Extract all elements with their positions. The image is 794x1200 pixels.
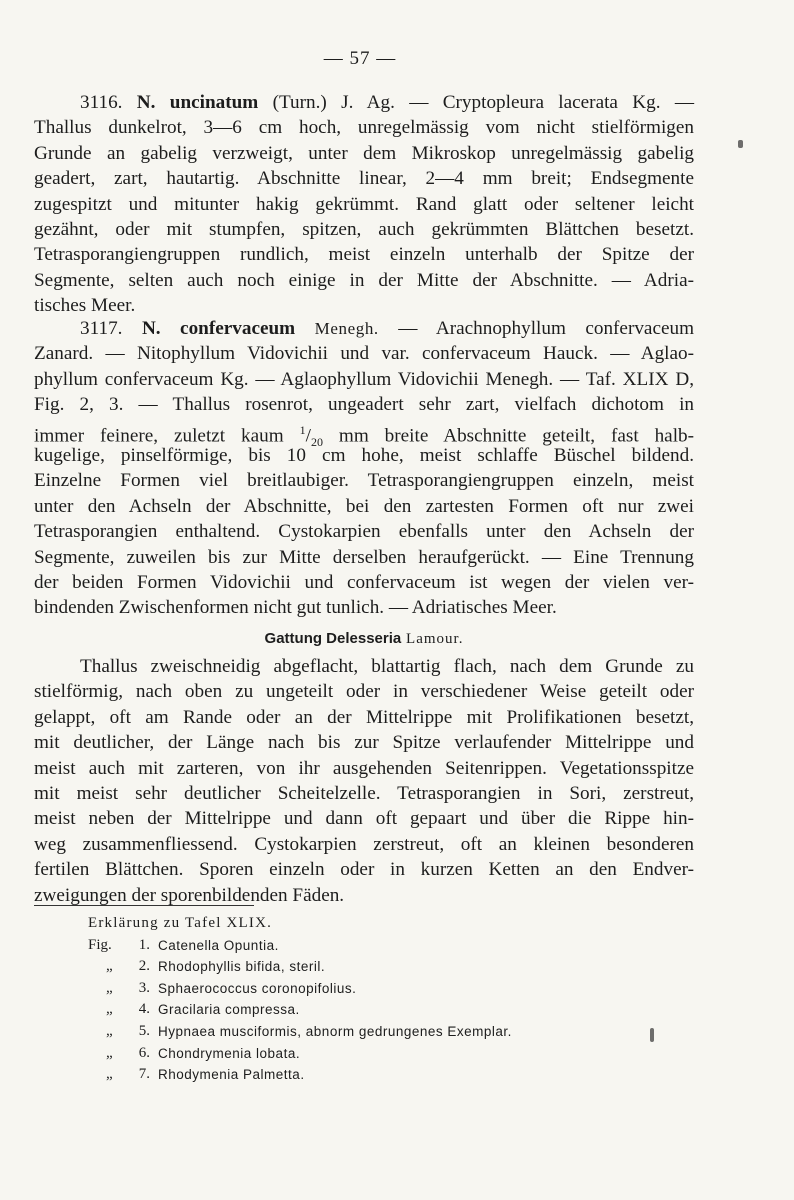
fraction-denominator: 20 [310, 434, 323, 449]
figure-caption: Hypnaea musciformis, abnorm gedrungenes Exemplar. [158, 1023, 512, 1039]
text-line: zugespitzt und mitunter hakig gekrümmt. Rand glatt oder seltener leicht [34, 193, 694, 215]
text-line: Tetrasporangien enthaltend. Cystokarpien ebenfalls unter den Achseln der [34, 521, 694, 543]
text-line: mit meist sehr deutlicher Scheitelzelle. Tetrasporangien in Sori, zerstreut, [34, 782, 694, 804]
text-line: bindenden Zwischenformen nicht gut tunlich. — Adriatisches Meer. [34, 597, 557, 619]
species-entry-3117 [34, 316, 694, 621]
text-line: meist neben der Mittelrippe und dann oft gepaart und über die Rippe hin- [34, 808, 694, 830]
text-line: fertilen Blättchen. Sporen einzeln oder in kurzen Ketten an den Endver- [34, 859, 694, 881]
text-line: tisches Meer. [34, 295, 136, 317]
figure-number: 2. [138, 958, 150, 975]
plate-figure-item [88, 1064, 648, 1086]
plate-figure-item [88, 978, 648, 1000]
entry-number: 3117. [80, 318, 123, 339]
text-line: Fig. 2, 3. — Thallus rosenrot, ungeadert sehr zart, vielfach dichotom in [34, 394, 694, 416]
text-line: weg zusammenfliessend. Cystokarpien zerstreut, oft an kleinen besonderen [34, 833, 694, 855]
figure-prefix: „ [106, 1022, 113, 1039]
entry-first-line [34, 90, 694, 115]
text-line: mit deutlicher, der Länge nach bis zur Spitze verlaufender Mittelrippe und [34, 732, 694, 754]
genus-heading [34, 626, 694, 650]
page-number: — 57 — [323, 48, 397, 69]
plate-figure-item [88, 999, 648, 1021]
genus-section [34, 626, 694, 908]
text-line: Thallus dunkelrot, 3—6 cm hoch, unregelmässig vom nicht stielförmigen [34, 117, 694, 139]
text-line: gelappt, oft am Rande oder an der Mittelrippe mit Prolifikationen besetzt, [34, 706, 694, 728]
text-line: stielförmig, nach oben zu ungeteilt oder in verschiedener Weise geteilt oder [34, 681, 694, 703]
text-fragment: mm breite Abschnitte geteilt, fast halb- [338, 424, 695, 446]
plate-figure-item [88, 1021, 648, 1043]
fraction-numerator: 1 [299, 422, 306, 437]
text-line-fraction: immer feinere, zuletzt kaum $^1/_{20}$ mm breite Abschnitte geteilt, fast halb- [34, 422, 695, 449]
species-name: N. confervaceum [141, 318, 296, 339]
figure-caption: Chondrymenia lobata. [158, 1045, 301, 1061]
plate-figure-item [88, 935, 648, 957]
figure-number: 1. [138, 936, 150, 953]
entry-synonyms: — Arachnophyllum confervaceum [398, 318, 694, 339]
genus-author: Lamour. [406, 631, 464, 647]
text-line: unter den Achseln der Abschnitte, bei den zartesten Formen oft nur zwei [34, 495, 694, 517]
text-line: phyllum confervaceum Kg. — Aglaophyllum Vidovichii Menegh. — Taf. XLIX D, [34, 368, 694, 390]
figure-prefix: „ [106, 958, 113, 975]
plate-explanation [88, 913, 648, 1086]
text-fragment: immer feinere, zuletzt kaum [34, 424, 284, 446]
text-line: Zanard. — Nitophyllum Vidovichii und var. confervaceum Hauck. — Aglao- [34, 343, 694, 365]
text-line: gezähnt, oder mit stumpfen, spitzen, auch gekrümmten Blättchen besetzt. [34, 218, 694, 240]
figure-number: 6. [138, 1044, 150, 1061]
footnote-divider [34, 905, 254, 906]
ink-spot [738, 140, 743, 148]
text-line: Thallus zweischneidig abgeflacht, blattartig flach, nach dem Grunde zu [80, 656, 694, 677]
genus-description [34, 654, 694, 908]
figure-number: 5. [138, 1022, 150, 1039]
text-line: Einzelne Formen viel breitlaubiger. Tetrasporangiengruppen einzeln, meist [34, 470, 694, 492]
text-line: Segmente, selten auch noch einige in der Mitte der Abschnitte. — Adria- [34, 269, 694, 291]
text-line: meist auch mit zarteren, von ihr ausgehenden Seitenrippen. Vegetationsspitze [34, 757, 694, 779]
text-line: geadert, zart, hautartig. Abschnitte linear, 2—4 mm breit; Endsegmente [34, 168, 694, 190]
figure-prefix: „ [106, 979, 113, 996]
figure-prefix: „ [106, 1044, 113, 1061]
figure-prefix: „ [106, 1001, 113, 1018]
text-line: kugelige, pinselförmige, bis 10 cm hohe, meist schlaffe Büschel bildend. [34, 444, 694, 466]
entry-first-line [34, 316, 694, 341]
text-line: der beiden Formen Vidovichii und confervaceum ist wegen der vielen ver- [34, 571, 694, 593]
figure-number: 3. [138, 979, 150, 996]
figure-prefix: „ [106, 1066, 113, 1083]
text-line: Grunde an gabelig verzweigt, unter dem Mikroskop unregelmässig gabelig [34, 142, 694, 164]
plate-figure-item [88, 1043, 648, 1065]
figure-caption: Gracilaria compressa. [158, 1002, 300, 1018]
figure-caption: Sphaerococcus coronopifolius. [158, 980, 357, 996]
figure-number: 7. [138, 1066, 150, 1083]
plate-explanation-title: Erklärung zu Tafel XLIX. [88, 915, 273, 931]
text-line: Segmente, zuweilen bis zur Mitte derselben heraufgerückt. — Eine Trennung [34, 546, 694, 568]
figure-caption: Rhodophyllis bifida, steril. [158, 959, 326, 975]
species-entry-3116 [34, 90, 694, 319]
figure-caption: Rhodymenia Palmetta. [158, 1067, 305, 1083]
figure-caption: Catenella Opuntia. [158, 937, 279, 953]
genus-name: Gattung Delesseria [264, 630, 402, 647]
ink-spot [650, 1028, 654, 1042]
figure-prefix: Fig. [88, 936, 112, 953]
species-name: N. uncinatum [136, 92, 259, 113]
plate-figure-item [88, 956, 648, 978]
text-line: Tetrasporangiengruppen rundlich, meist einzeln unterhalb der Spitze der [34, 244, 694, 266]
entry-synonyms: (Turn.) J. Ag. — Cryptopleura lacerata Kg. — [272, 92, 695, 113]
figure-number: 4. [138, 1001, 150, 1018]
text-line: zweigungen der sporenbildenden Fäden. [34, 884, 345, 906]
entry-number: 3116. [80, 92, 123, 113]
species-author: Menegh. [314, 319, 379, 338]
